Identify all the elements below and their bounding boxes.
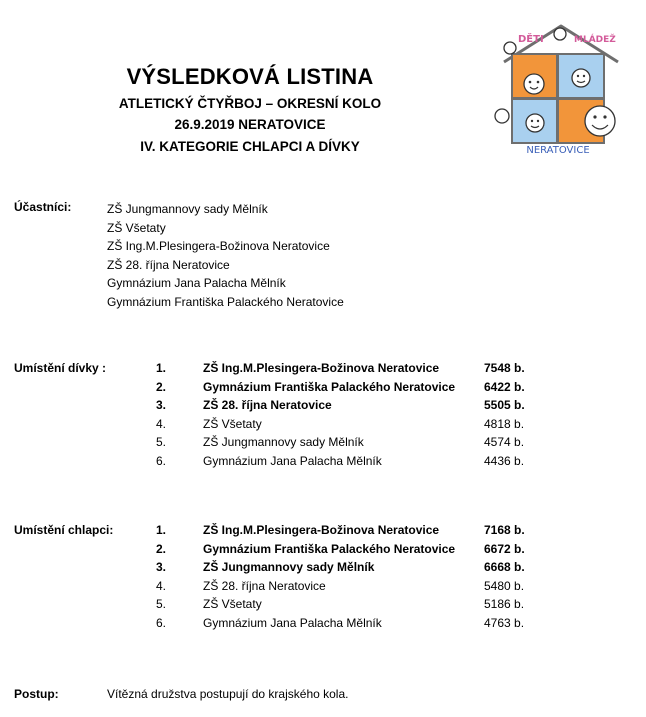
svg-text:DĚTI: DĚTI bbox=[518, 34, 544, 45]
ranking-row bbox=[156, 454, 556, 473]
school-name: ZŠ 28. října Neratovice bbox=[203, 398, 332, 412]
participant-item: ZŠ Všetaty bbox=[107, 220, 166, 235]
school-name: ZŠ Ing.M.Plesingera-Božinova Neratovice bbox=[203, 523, 440, 537]
svg-text:MLÁDEŽ: MLÁDEŽ bbox=[574, 35, 616, 45]
points: 5480 b. bbox=[484, 578, 525, 593]
rank-number: 1. bbox=[156, 361, 167, 375]
rank-number: 4. bbox=[156, 578, 167, 593]
school-name: ZŠ Ing.M.Plesingera-Božinova Neratovice bbox=[203, 361, 440, 375]
rank-number: 2. bbox=[156, 379, 167, 394]
participants-list bbox=[107, 200, 344, 311]
ranking-row bbox=[156, 542, 556, 561]
points: 4763 b. bbox=[484, 615, 525, 630]
points: 4436 b. bbox=[484, 453, 525, 468]
ranking-row bbox=[156, 597, 556, 616]
ranking-row bbox=[156, 435, 556, 454]
school-name: Gymnázium Jana Palacha Mělník bbox=[203, 615, 382, 630]
school-name: ZŠ 28. října Neratovice bbox=[203, 578, 326, 593]
school-name: Gymnázium Františka Palackého Neratovice bbox=[203, 379, 456, 394]
ranking-row bbox=[156, 398, 556, 417]
participant-item: ZŠ 28. října Neratovice bbox=[107, 257, 230, 272]
ranking-row bbox=[156, 417, 556, 436]
school-name: ZŠ Všetaty bbox=[203, 416, 262, 431]
school-name: ZŠ Jungmannovy sady Mělník bbox=[203, 560, 375, 574]
points: 6422 b. bbox=[484, 379, 525, 394]
rank-number: 3. bbox=[156, 398, 167, 412]
points: 5186 b. bbox=[484, 597, 525, 611]
school-name: Gymnázium Jana Palacha Mělník bbox=[203, 453, 382, 468]
school-name: ZŠ Jungmannovy sady Mělník bbox=[203, 435, 364, 449]
rank-number: 2. bbox=[156, 541, 167, 556]
points: 6668 b. bbox=[484, 560, 525, 574]
rank-number: 6. bbox=[156, 453, 167, 468]
deti-mladez-neratovice-logo bbox=[488, 18, 634, 156]
ranking-row bbox=[156, 560, 556, 579]
participant-item: ZŠ Jungmannovy sady Mělník bbox=[107, 202, 268, 216]
rank-number: 6. bbox=[156, 615, 167, 630]
boys-ranking-label: Umístění chlapci: bbox=[14, 523, 114, 537]
ranking-row bbox=[156, 380, 556, 399]
points: 4818 b. bbox=[484, 416, 525, 431]
ranking-row bbox=[156, 361, 556, 380]
girls-ranking-label: Umístění dívky : bbox=[14, 361, 107, 375]
points: 5505 b. bbox=[484, 398, 525, 412]
rank-number: 5. bbox=[156, 597, 167, 611]
event-name: ATLETICKÝ ČTYŘBOJ – OKRESNÍ KOLO bbox=[118, 96, 382, 111]
advance-label: Postup: bbox=[14, 687, 59, 701]
points: 7168 b. bbox=[484, 523, 525, 537]
points: 7548 b. bbox=[484, 361, 525, 375]
ranking-row bbox=[156, 616, 556, 635]
svg-text:NERATOVICE: NERATOVICE bbox=[526, 145, 590, 156]
page-title: VÝSLEDKOVÁ LISTINA bbox=[126, 64, 374, 89]
rank-number: 5. bbox=[156, 435, 167, 449]
points: 6672 b. bbox=[484, 541, 525, 556]
participant-item: Gymnázium Jana Palacha Mělník bbox=[107, 276, 286, 290]
rank-number: 3. bbox=[156, 560, 167, 574]
participant-item: ZŠ Ing.M.Plesingera-Božinova Neratovice bbox=[107, 239, 330, 253]
participants-label: Účastníci: bbox=[14, 200, 72, 214]
event-date-place: 26.9.2019 NERATOVICE bbox=[174, 117, 326, 132]
rank-number: 1. bbox=[156, 523, 167, 537]
ranking-row bbox=[156, 579, 556, 598]
rank-number: 4. bbox=[156, 416, 167, 431]
school-name: Gymnázium Františka Palackého Neratovice bbox=[203, 541, 456, 556]
advance-text: Vítězná družstva postupují do krajského kola. bbox=[107, 687, 349, 701]
points: 4574 b. bbox=[484, 435, 525, 449]
ranking-row bbox=[156, 523, 556, 542]
school-name: ZŠ Všetaty bbox=[203, 597, 262, 611]
participant-item: Gymnázium Františka Palackého Neratovice bbox=[107, 294, 344, 309]
event-category: IV. KATEGORIE CHLAPCI A DÍVKY bbox=[140, 139, 360, 154]
